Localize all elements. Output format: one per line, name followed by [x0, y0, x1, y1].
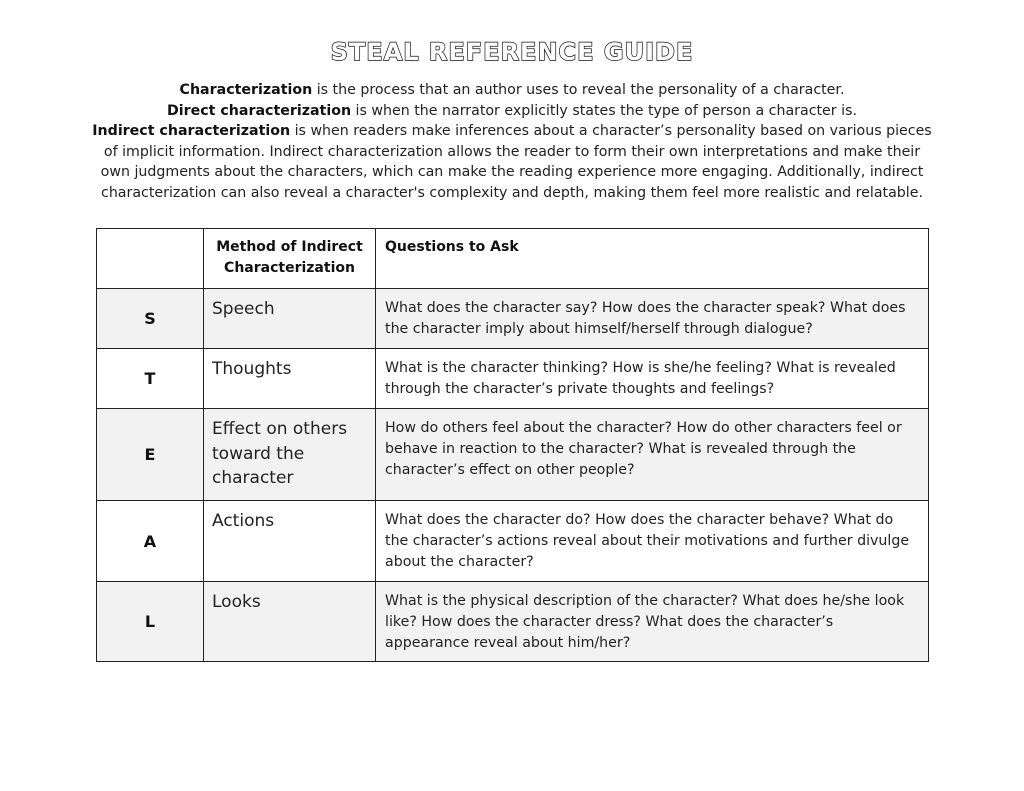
row-method: Speech — [204, 289, 376, 349]
term-characterization: Characterization — [179, 82, 313, 98]
intro-line-indirect — [92, 121, 932, 203]
table-row-thoughts — [97, 349, 929, 409]
row-letter: T — [97, 349, 204, 409]
intro-line-direct — [92, 101, 932, 122]
row-questions: What is the character thinking? How is she/he feeling? What is revealed through the character’s private thoughts and feelings? — [376, 349, 929, 409]
row-questions: What is the physical description of the character? What does he/she look like? How does the character dress? What does the character’s appearance reveal about him/her? — [376, 582, 929, 662]
row-method: Effect on others toward the character — [204, 409, 376, 501]
row-questions: What does the character do? How does the character behave? What do the character’s actions reveal about their motivations and further divulge about the character? — [376, 501, 929, 582]
steal-table — [96, 228, 929, 662]
row-letter: A — [97, 501, 204, 582]
row-method: Looks — [204, 582, 376, 662]
term-direct-characterization: Direct characterization — [167, 102, 352, 119]
header-method: Method of Indirect Characterization — [204, 229, 376, 289]
table-row-looks — [97, 582, 929, 662]
definition-indirect-characterization: is when readers make inferences about a character’s personality based on various pieces of implicit information. Indirect characterization allows the reader to form their own interpretations and make their own judgments about the characters, which can make the reading experience more engaging. Additionally, indirect characterization can also reveal a character's complexity and depth, making them feel more realistic and relatable. — [100, 123, 932, 201]
page-title: STEAL REFERENCE GUIDE — [330, 38, 694, 66]
table-header-row — [97, 229, 929, 289]
row-method: Thoughts — [204, 349, 376, 409]
table-row-actions — [97, 501, 929, 582]
row-method: Actions — [204, 501, 376, 582]
table-row-effect — [97, 409, 929, 501]
intro-line-characterization — [92, 80, 932, 101]
row-questions: What does the character say? How does the character speak? What does the character imply about himself/herself through dialogue? — [376, 289, 929, 349]
row-letter: S — [97, 289, 204, 349]
header-letter-cell — [97, 229, 204, 289]
header-questions: Questions to Ask — [376, 229, 929, 289]
row-questions: How do others feel about the character? How do other characters feel or behave in reaction to the character? What is revealed through the character’s effect on other people? — [376, 409, 929, 501]
intro-paragraph — [92, 80, 932, 204]
row-letter: E — [97, 409, 204, 501]
definition-characterization: is the process that an author uses to reveal the personality of a character. — [312, 82, 845, 98]
row-letter: L — [97, 582, 204, 662]
definition-direct-characterization: is when the narrator explicitly states the type of person a character is. — [351, 102, 857, 119]
term-indirect-characterization: Indirect characterization — [92, 123, 291, 140]
table-row-speech — [97, 289, 929, 349]
